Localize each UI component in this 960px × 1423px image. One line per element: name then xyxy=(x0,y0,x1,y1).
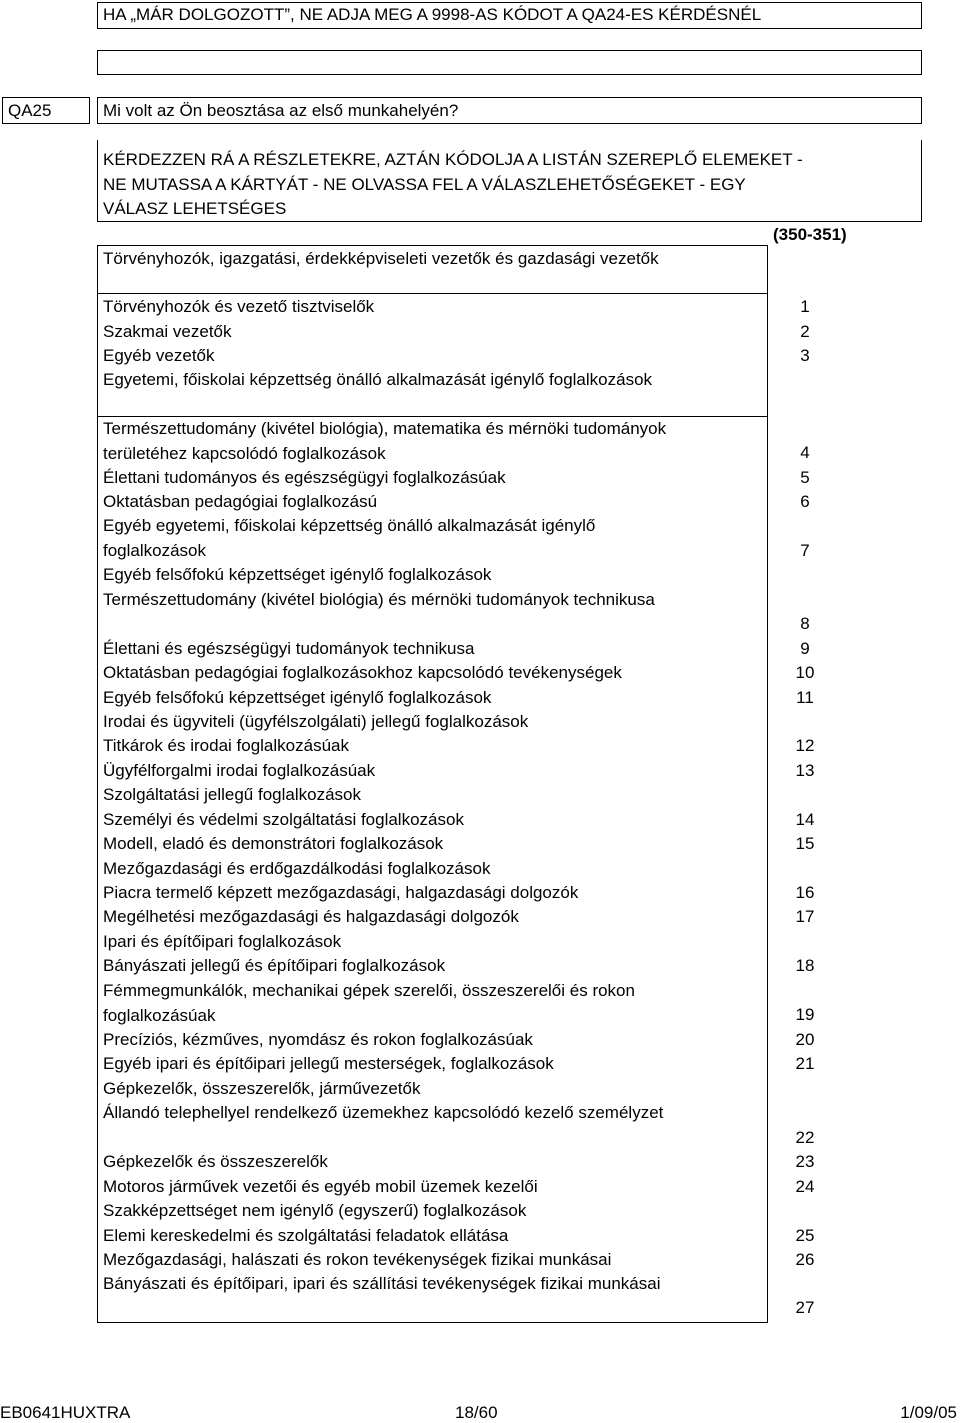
option-code: 16 xyxy=(795,883,815,902)
header-instruction: HA „MÁR DOLGOZOTT”, NE ADJA MEG A 9998-AS KÓDOT A QA24-ES KÉRDÉSNÉL xyxy=(103,5,762,24)
option-label: Bányászati jellegű és építőipari foglalkozások xyxy=(103,956,446,975)
option-code: 17 xyxy=(795,907,815,926)
empty-box xyxy=(97,50,922,75)
option-code: 3 xyxy=(800,346,810,365)
footer-date: 1/09/05 xyxy=(900,1403,957,1422)
option-label: Gépkezelők és összeszerelők xyxy=(103,1152,328,1171)
option-code: 18 xyxy=(795,956,815,975)
option-label: Állandó telephellyel rendelkező üzemekhez kapcsolódó kezelő személyzet xyxy=(103,1103,664,1122)
option-code: 23 xyxy=(795,1152,815,1171)
option-label: Törvényhozók és vezető tisztviselők xyxy=(103,297,375,316)
option-code: 8 xyxy=(800,614,810,633)
option-code: 26 xyxy=(795,1250,815,1269)
option-label: Fémmegmunkálók, mechanikai gépek szerelői, összeszerelői és rokon xyxy=(103,981,635,1000)
option-label: foglalkozások xyxy=(103,540,207,560)
question-id: QA25 xyxy=(8,101,52,120)
option-label: Mezőgazdasági és erdőgazdálkodási foglalkozások xyxy=(103,859,491,878)
option-code: 15 xyxy=(795,834,815,853)
option-code: 21 xyxy=(795,1054,815,1073)
option-label: Szakképzettséget nem igénylő (egyszerű) foglalkozások xyxy=(103,1201,527,1220)
option-code: 4 xyxy=(800,443,810,462)
option-code: 1 xyxy=(800,297,810,316)
option-code: 24 xyxy=(795,1177,815,1196)
option-label: Törvényhozók, igazgatási, érdekképviseleti vezetők és gazdasági vezetők xyxy=(103,249,659,268)
option-label: Motoros járművek vezetői és egyéb mobil üzemek kezelői xyxy=(103,1177,538,1196)
option-label: Egyéb vezetők xyxy=(103,346,215,365)
option-label: területéhez kapcsolódó foglalkozások xyxy=(103,443,386,463)
option-label: Ipari és építőipari foglalkozások xyxy=(103,932,342,951)
option-label: Egyetemi, főiskolai képzettség önálló alkalmazását igénylő foglalkozások xyxy=(103,370,653,389)
option-label: Irodai és ügyviteli (ügyfélszolgálati) jellegű foglalkozások xyxy=(103,712,529,731)
option-label: foglalkozásúak xyxy=(103,1005,216,1025)
option-code: 14 xyxy=(795,810,815,829)
option-label: Természettudomány (kivétel biológia), matematika és mérnöki tudományok xyxy=(103,419,667,438)
option-label: Elemi kereskedelmi és szolgáltatási feladatok ellátása xyxy=(103,1226,509,1245)
instruction-text xyxy=(103,148,918,222)
section-divider xyxy=(97,293,768,294)
option-label: Megélhetési mezőgazdasági és halgazdasági dolgozók xyxy=(103,907,519,926)
option-label: Szolgáltatási jellegű foglalkozások xyxy=(103,785,361,804)
option-label: Szakmai vezetők xyxy=(103,322,232,341)
option-label: Bányászati és építőipari, ipari és szállítási tevékenységek fizikai munkásai xyxy=(103,1274,661,1293)
option-code: 11 xyxy=(796,688,814,707)
option-code: 2 xyxy=(800,322,810,341)
option-label: Élettani tudományos és egészségügyi foglalkozásúak xyxy=(103,468,506,487)
option-label: Egyéb felsőfokú képzettséget igénylő foglalkozások xyxy=(103,688,492,707)
option-label: Egyéb felsőfokú képzettséget igénylő foglalkozások xyxy=(103,565,492,584)
option-code: 12 xyxy=(795,736,815,755)
option-label: Modell, eladó és demonstrátori foglalkozások xyxy=(103,834,444,853)
option-label: Piacra termelő képzett mezőgazdasági, halgazdasági dolgozók xyxy=(103,883,579,902)
table-bottom-border xyxy=(97,1322,768,1323)
option-code: 13 xyxy=(795,761,815,780)
column-code: (350-351) xyxy=(773,225,847,244)
table-left-border xyxy=(97,245,98,1323)
option-code: 7 xyxy=(800,541,810,560)
option-label: Személyi és védelmi szolgáltatási foglalkozások xyxy=(103,810,464,829)
option-label: Gépkezelők, összeszerelők, járművezetők xyxy=(103,1079,421,1098)
section-divider xyxy=(97,416,768,417)
option-code: 9 xyxy=(800,639,810,658)
option-code: 19 xyxy=(795,1005,815,1024)
table-top-border xyxy=(97,245,768,246)
option-label: Egyéb egyetemi, főiskolai képzettség önálló alkalmazását igénylő xyxy=(103,516,596,535)
table-divider xyxy=(767,245,768,1323)
question-text: Mi volt az Ön beosztása az első munkahelyén? xyxy=(103,101,459,120)
option-label: Ügyfélforgalmi irodai foglalkozásúak xyxy=(103,761,376,780)
option-code: 10 xyxy=(795,663,815,682)
option-label: Mezőgazdasági, halászati és rokon tevékenységek fizikai munkásai xyxy=(103,1250,612,1269)
option-code: 22 xyxy=(795,1128,815,1147)
option-code: 5 xyxy=(800,468,810,487)
instruction-line: KÉRDEZZEN RÁ A RÉSZLETEKRE, AZTÁN KÓDOLJA A LISTÁN SZEREPLŐ ELEMEKET - xyxy=(103,150,803,169)
instruction-line: NE MUTASSA A KÁRTYÁT - NE OLVASSA FEL A VÁLASZLEHETŐSÉGEKET - EGY xyxy=(103,174,746,194)
option-code: 6 xyxy=(800,492,810,511)
option-code: 20 xyxy=(795,1030,815,1049)
footer-page: 18/60 xyxy=(455,1403,498,1422)
option-label: Precíziós, kézműves, nyomdász és rokon foglalkozásúak xyxy=(103,1030,533,1049)
option-code: 25 xyxy=(795,1226,815,1245)
option-label: Oktatásban pedagógiai foglalkozásokhoz kapcsolódó tevékenységek xyxy=(103,663,622,682)
instruction-line: VÁLASZ LEHETSÉGES xyxy=(103,199,287,218)
option-label: Élettani és egészségügyi tudományok technikusa xyxy=(103,639,475,658)
option-label: Egyéb ipari és építőipari jellegű mesterségek, foglalkozások xyxy=(103,1054,554,1073)
option-label: Titkárok és irodai foglalkozásúak xyxy=(103,736,349,755)
footer-doc-id: EB0641HUXTRA xyxy=(0,1403,131,1422)
option-label: Oktatásban pedagógiai foglalkozású xyxy=(103,492,378,511)
option-code: 27 xyxy=(795,1298,815,1317)
option-label: Természettudomány (kivétel biológia) és mérnöki tudományok technikusa xyxy=(103,590,655,609)
